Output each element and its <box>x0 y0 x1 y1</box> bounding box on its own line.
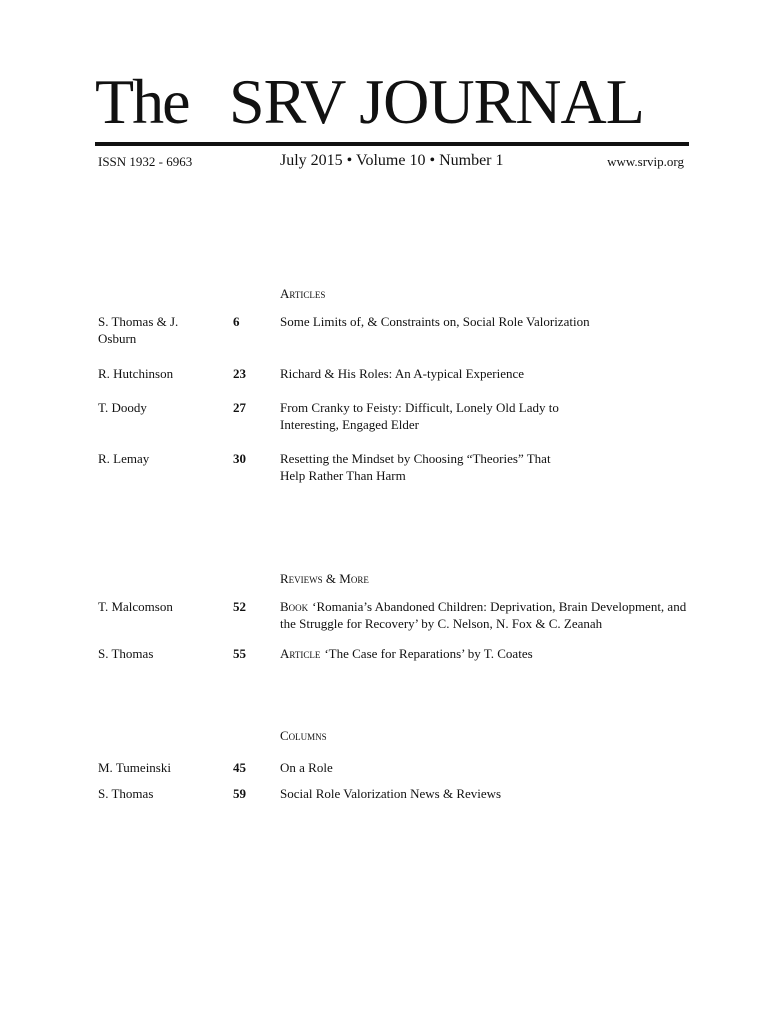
entry-page: 52 <box>233 599 246 614</box>
entry-author: S. Thomas <box>98 646 154 661</box>
entry-title: On a Role <box>280 760 333 775</box>
section-title-articles: Articles <box>280 286 326 301</box>
journal-masthead <box>95 68 689 136</box>
masthead-rule <box>95 142 689 146</box>
issn: ISSN 1932 - 6963 <box>98 154 193 169</box>
entry-author: S. Thomas & J. Osburn <box>98 314 179 346</box>
entry-page: 30 <box>233 451 246 466</box>
entry-page: 55 <box>233 646 246 661</box>
masthead-the: The <box>95 66 189 137</box>
section-title-columns: Columns <box>280 728 327 743</box>
entry-title <box>280 646 700 663</box>
entry-title-text: ‘Romania’s Abandoned Children: Deprivation, Brain Development, and the Struggle for Recovery’ by C. Nelson, N. Fox & C. Zeanah <box>280 599 687 631</box>
entry-kind: Article <box>280 646 321 661</box>
entry-page: 27 <box>233 400 246 415</box>
entry-title: Some Limits of, & Constraints on, Social Role Valorization <box>280 314 590 329</box>
entry-author: M. Tumeinski <box>98 760 171 775</box>
issue-info: July 2015 • Volume 10 • Number 1 <box>280 152 504 169</box>
entry-page: 45 <box>233 760 246 775</box>
entry-title-text: ‘The Case for Reparations’ by T. Coates <box>324 646 533 661</box>
entry-author: T. Malcomson <box>98 599 173 614</box>
masthead-journal-name: SRV JOURNAL <box>229 66 644 137</box>
entry-kind: Book <box>280 599 309 614</box>
entry-title: From Cranky to Feisty: Difficult, Lonely Old Lady to Interesting, Engaged Elder <box>280 400 559 432</box>
entry-title: Social Role Valorization News & Reviews <box>280 786 502 801</box>
section-title-reviews: Reviews & More <box>280 571 369 586</box>
entry-page: 6 <box>233 314 240 329</box>
entry-page: 23 <box>233 366 246 381</box>
entry-author: R. Hutchinson <box>98 366 174 381</box>
entry-author: R. Lemay <box>98 451 150 466</box>
entry-page: 59 <box>233 786 246 801</box>
entry-title: Resetting the Mindset by Choosing “Theories” That Help Rather Than Harm <box>280 451 551 483</box>
website-link[interactable]: www.srvip.org <box>607 154 684 169</box>
entry-title: Richard & His Roles: An A-typical Experience <box>280 366 525 381</box>
entry-author: T. Doody <box>98 400 147 415</box>
entry-title <box>280 599 700 632</box>
entry-author: S. Thomas <box>98 786 154 801</box>
